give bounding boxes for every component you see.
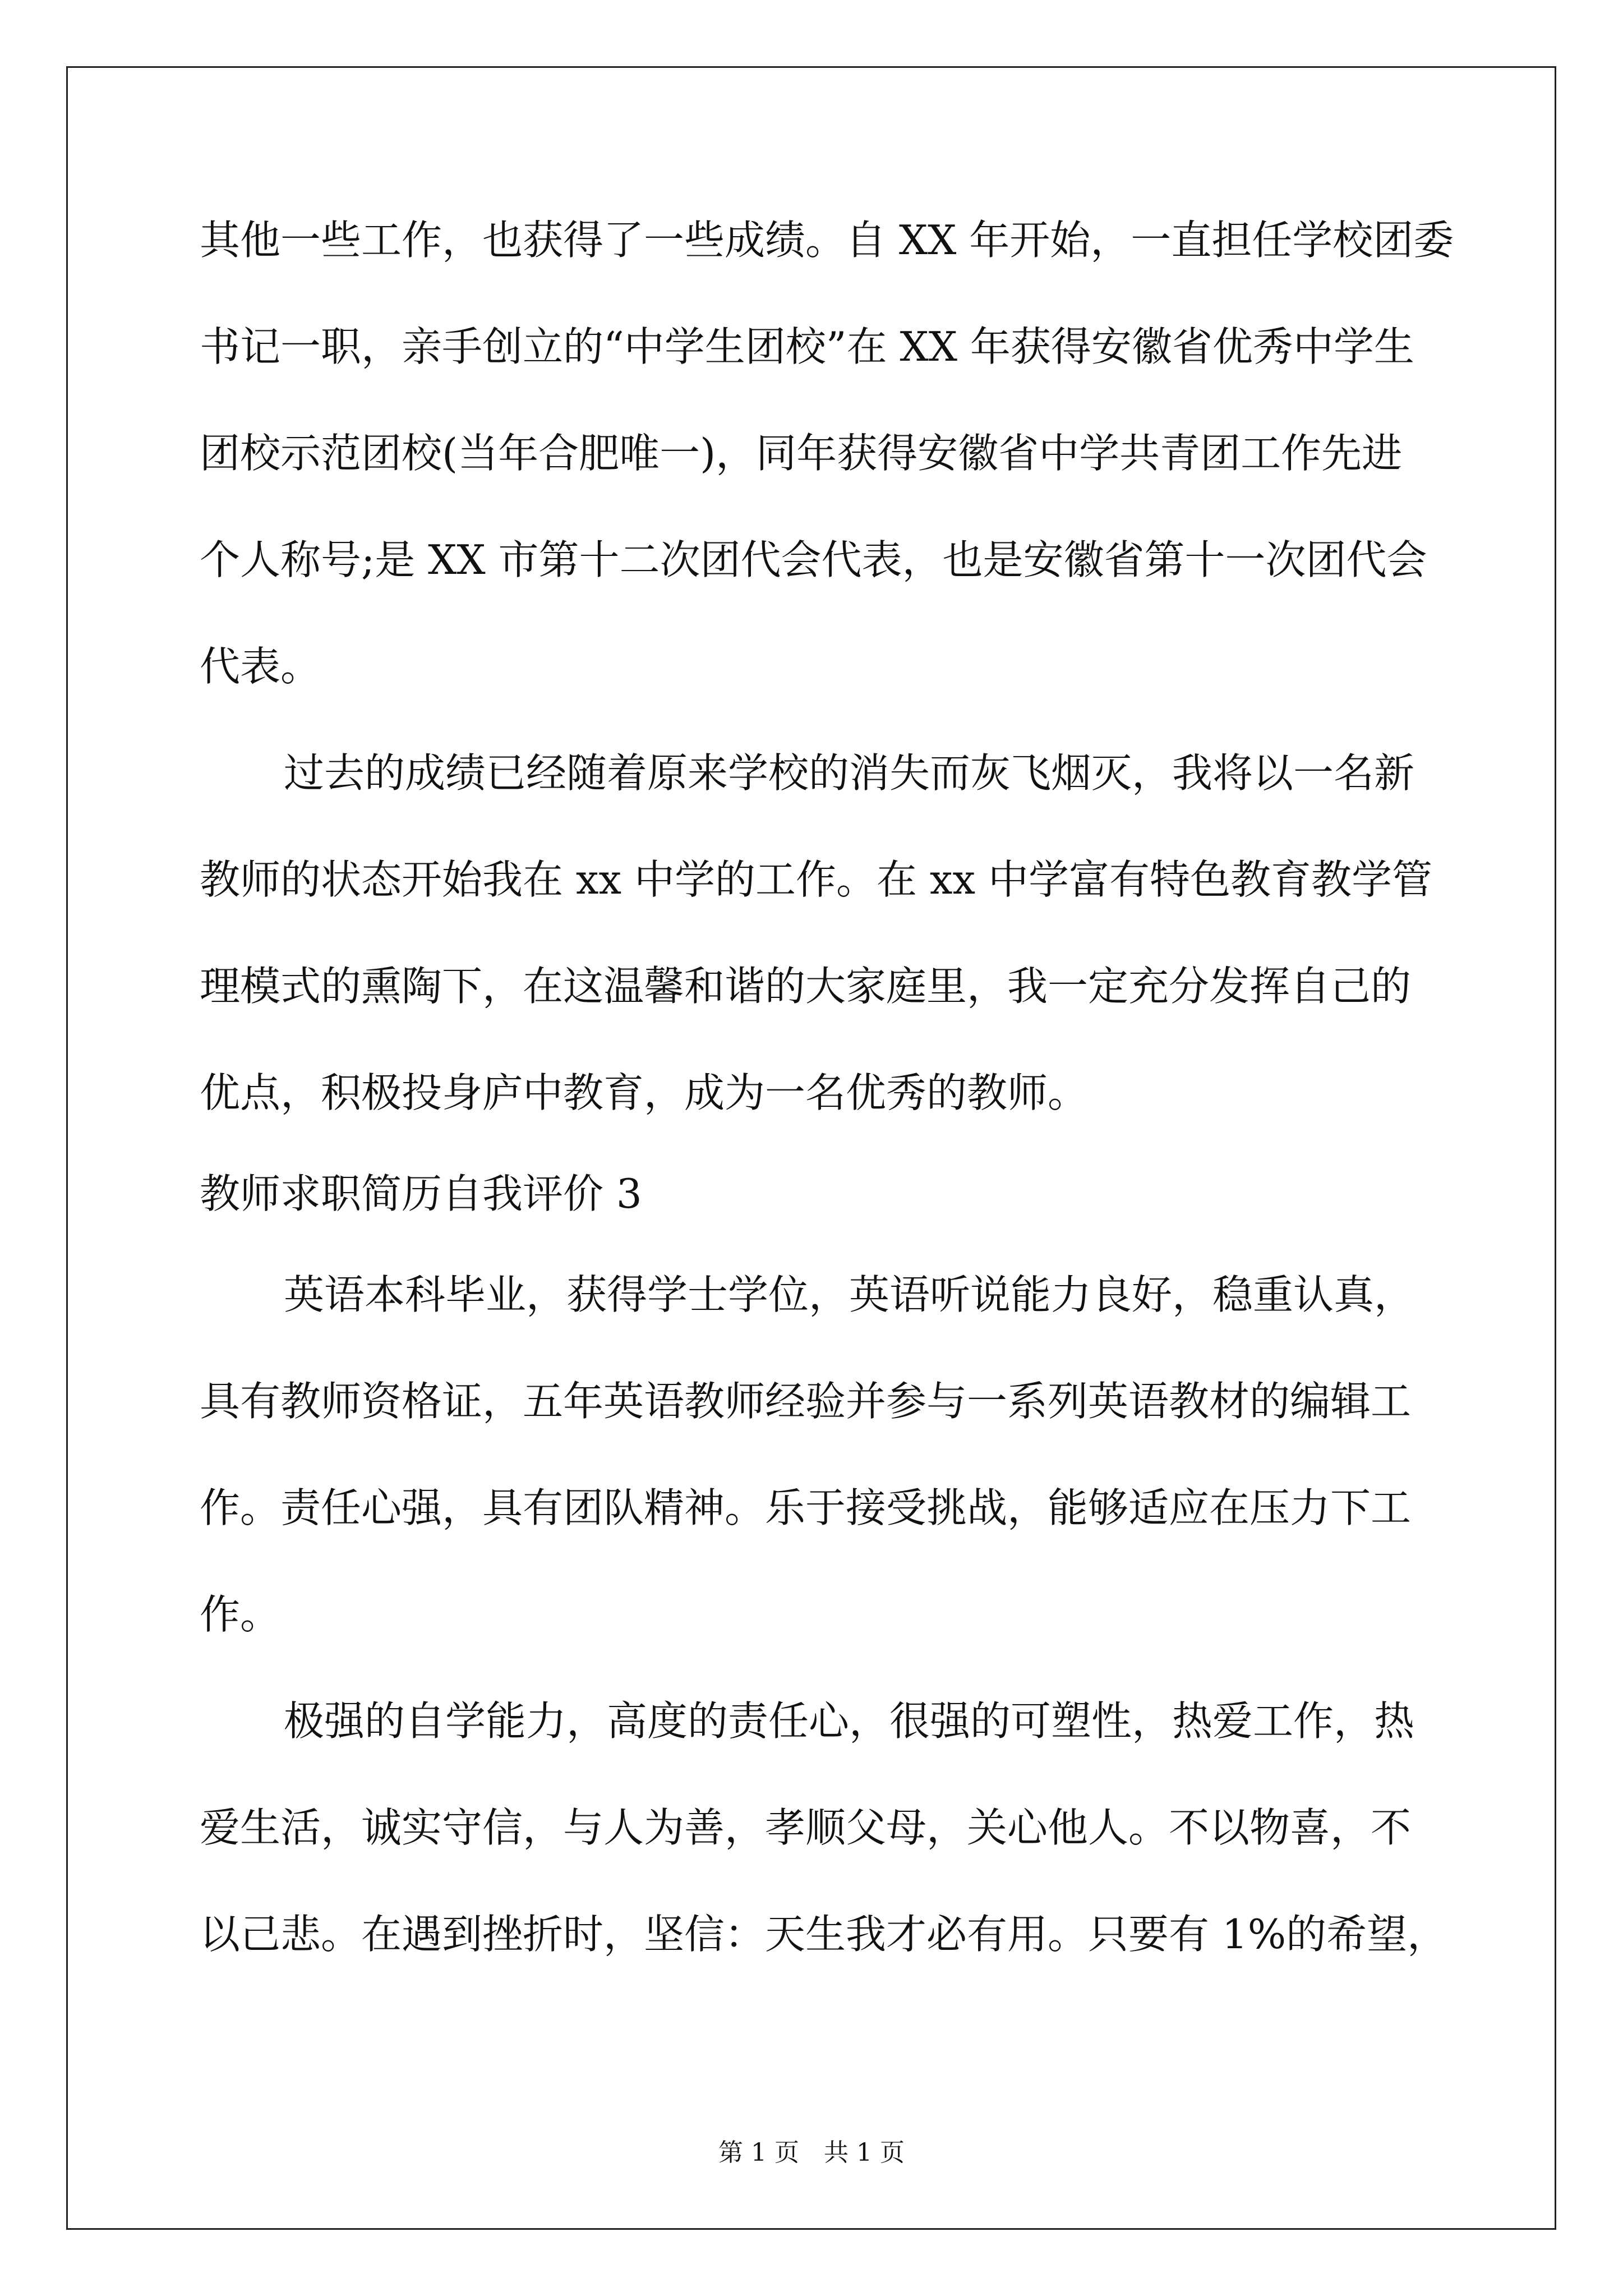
paragraph-line: 个人称号;是 XX 市第十二次团代会代表，也是安徽省第十一次团代会 xyxy=(200,536,1427,583)
section-heading: 教师求职简历自我评价 3 xyxy=(200,1170,642,1217)
paragraph-line: 爱生活，诚实守信，与人为善，孝顺父母，关心他人。不以物喜，不 xyxy=(200,1804,1412,1851)
page-border xyxy=(66,66,1556,2230)
paragraph-line: 极强的自学能力，高度的责任心，很强的可塑性，热爱工作，热 xyxy=(284,1697,1415,1745)
paragraph-line: 作。 xyxy=(200,1591,281,1638)
paragraph-line: 团校示范团校(当年合肥唯一)，同年获得安徽省中学共青团工作先进 xyxy=(200,430,1403,477)
paragraph-line: 具有教师资格证，五年英语教师经验并参与一系列英语教材的编辑工 xyxy=(200,1378,1412,1425)
paragraph-line: 代表。 xyxy=(200,643,321,690)
paragraph-line: 教师的状态开始我在 xx 中学的工作。在 xx 中学富有特色教育教学管 xyxy=(200,856,1432,903)
paragraph-line: 作。责任心强，具有团队精神。乐于接受挑战，能够适应在压力下工 xyxy=(200,1484,1412,1531)
paragraph-line: 书记一职，亲手创立的“中学生团校”在 XX 年获得安徽省优秀中学生 xyxy=(200,323,1414,370)
paragraph-line: 以己悲。在遇到挫折时，坚信：天生我才必有用。只要有 1%的希望， xyxy=(200,1911,1448,1958)
paragraph-line: 优点，积极投身庐中教育，成为一名优秀的教师。 xyxy=(200,1069,1089,1116)
paragraph-line: 英语本科毕业，获得学士学位，英语听说能力良好，稳重认真， xyxy=(284,1271,1415,1318)
paragraph-line: 理模式的熏陶下，在这温馨和谐的大家庭里，我一定充分发挥自己的 xyxy=(200,963,1412,1010)
paragraph-line: 过去的成绩已经随着原来学校的消失而灰飞烟灭，我将以一名新 xyxy=(284,749,1415,797)
page-footer: 第 1 页 共 1 页 xyxy=(718,2138,905,2167)
paragraph-line: 其他一些工作，也获得了一些成绩。自 XX 年开始，一直担任学校团委 xyxy=(200,217,1454,264)
